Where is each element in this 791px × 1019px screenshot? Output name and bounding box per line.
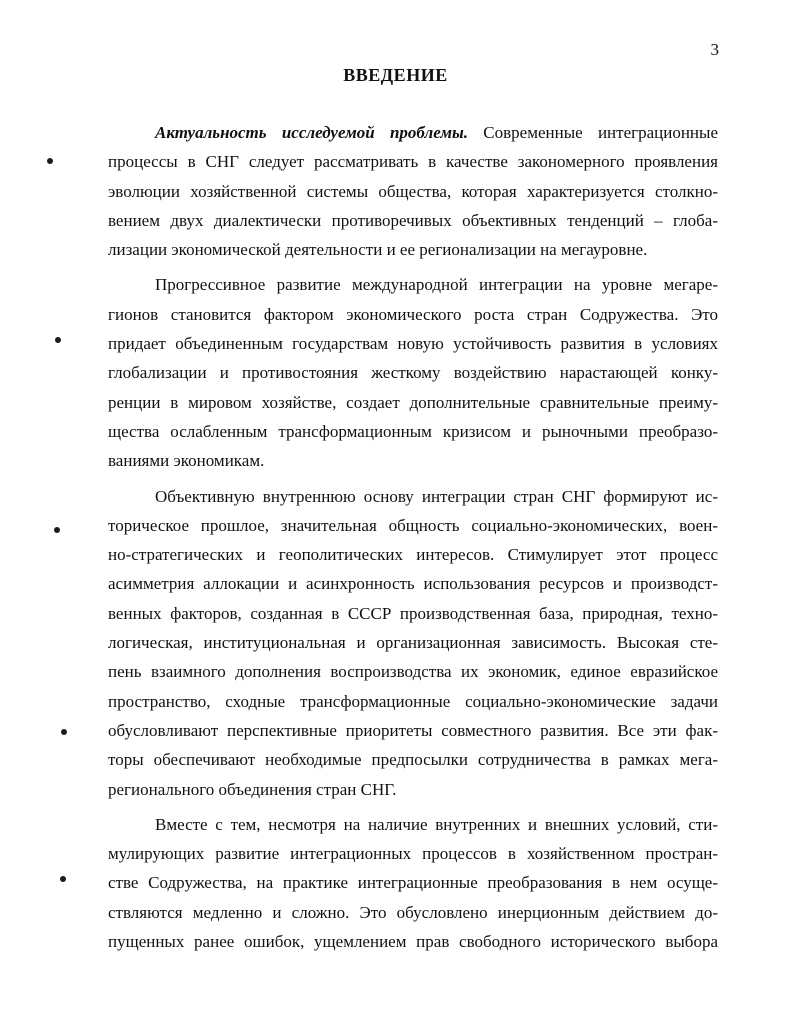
text-line: глобализации и противостояния жесткому воздействию нарастающей конку- — [108, 363, 718, 383]
text-line: пущенных ранее ошибок, ущемлением прав свободного исторического выбора — [108, 932, 718, 952]
binding-hole-mark — [60, 876, 66, 882]
text-line: мулирующих развитие интеграционных процессов в хозяйственном простран- — [108, 844, 718, 864]
text-line: логическая, институциональная и организационная зависимость. Высокая сте- — [108, 633, 718, 653]
text-line: Объективную внутреннюю основу интеграции стран СНГ формируют ис- — [155, 486, 718, 506]
text-line: эволюции хозяйственной системы общества, которая характеризуется столкно- — [108, 181, 718, 201]
text-line: венных факторов, созданная в СССР производственная база, природная, техно- — [108, 603, 718, 623]
text-line: пень взаимного дополнения воспроизводства их экономик, единое евразийское — [108, 662, 718, 682]
lead-phrase: Актуальность исследуемой проблемы. — [155, 123, 469, 142]
text-line: ваниями экономикам. — [108, 451, 265, 471]
text-line: пространство, сходные трансформационные социально-экономические задачи — [108, 691, 718, 711]
text-line: лизации экономической деятельности и ее регионализации на мегауровне. — [108, 240, 648, 260]
text-line: вением двух диалектически противоречивых объективных тенденций – глоба- — [108, 210, 718, 230]
text-line — [108, 118, 718, 147]
text-line: процессы в СНГ следует рассматривать в качестве закономерного проявления — [108, 152, 718, 172]
text-line: асимметрия аллокации и асинхронность использования ресурсов и производст- — [108, 574, 718, 594]
text-line: обусловливают перспективные приоритеты совместного развития. Все эти фак- — [108, 720, 718, 740]
text-line: придает объединенным государствам новую устойчивость развития в условиях — [108, 334, 718, 354]
page-title: ВВЕДЕНИЕ — [343, 65, 448, 85]
text-line: торы обеспечивают необходимые предпосылки сотрудничества в рамках мега- — [108, 750, 718, 770]
text-line: торическое прошлое, значительная общность социально-экономических, воен- — [108, 515, 718, 535]
page-number: 3 — [710, 40, 719, 59]
text-line: но-стратегических и геополитических интересов. Стимулирует этот процесс — [108, 545, 718, 565]
text-line: Вместе с тем, несмотря на наличие внутренних и внешних условий, сти- — [155, 814, 718, 834]
text-line: щества ослабленным трансформационным кризисом и рыночными преобразо- — [108, 421, 718, 441]
binding-hole-mark — [61, 729, 67, 735]
binding-hole-mark — [54, 527, 60, 533]
text-line: ренции в мировом хозяйстве, создает дополнительные сравнительные преиму- — [108, 392, 718, 412]
binding-hole-mark — [47, 158, 53, 164]
text-line: Прогрессивное развитие международной интеграции на уровне мегаре- — [155, 275, 718, 295]
text-segment: Современные интеграционные — [468, 123, 718, 142]
text-line: ствляются медленно и сложно. Это обусловлено инерционным действием до- — [108, 902, 718, 922]
body-text — [108, 118, 718, 956]
text-line: стве Содружества, на практике интеграционные преобразования в нем осуще- — [108, 873, 718, 893]
text-line: регионального объединения стран СНГ. — [108, 779, 397, 799]
text-line: гионов становится фактором экономического роста стран Содружества. Это — [108, 304, 718, 324]
binding-hole-mark — [55, 337, 61, 343]
